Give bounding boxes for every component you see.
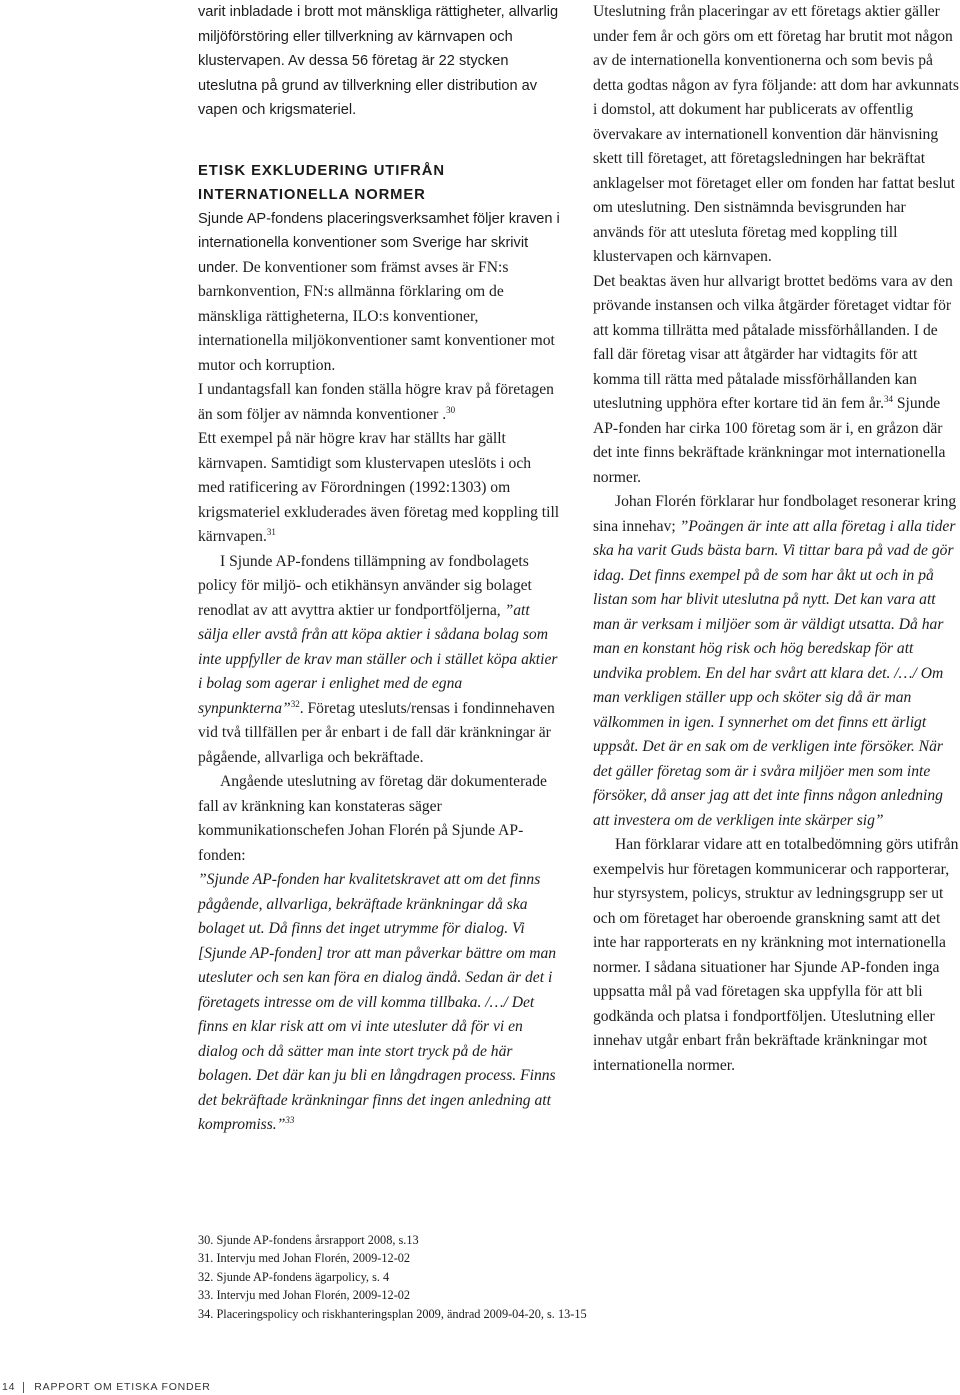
footnote-ref-30: 30	[446, 404, 456, 415]
footnote-ref-34: 34	[883, 394, 893, 404]
interview-quote	[198, 868, 560, 1138]
paragraph-conventions-lead: Sjunde AP-fondens placeringsverksamhet följer kraven i internationella konventioner som Sverige har skrivit under.	[198, 210, 560, 276]
paragraph-policy	[198, 550, 560, 771]
footnote-31: 31. Intervju med Johan Florén, 2009-12-02	[198, 1251, 411, 1266]
footnote-ref-33: 33	[285, 1115, 295, 1125]
paragraph-severity-text-end: Sjunde AP-fonden har cirka 100 företag som är i, en gråzon där det inte finns bekräftade kränkningar mot internationella normer.	[593, 395, 946, 486]
left-column	[198, 0, 560, 1138]
paragraph-nuclear	[198, 427, 560, 550]
policy-quote: ”att sälja eller avstå från att köpa aktier i sådana bolag som inte uppfyller de krav man ställer och i stället köpa aktier i bolag som agerar i enlighet med de egna synpunkterna”	[198, 601, 558, 717]
paragraph-exclusion-duration: Uteslutning från placeringar av ett företags aktier gäller under fem år och görs om ett företag har brutit mot någon av de internationella konventionerna och som bevis på detta godtas någon av fyra följande: att dom har avkunnats i domstol, att dokument har publicerats av offentlig övervakare av internationell konvention där hänvisning skett till företaget, att företagsledningen har bekräftat anklagelser mot företaget eller om fonden har fattat beslut om uteslutning. Den sistnämnda bevisgrunden har används för att utesluta företag med koppling till klustervapen och kärnvapen.	[593, 3, 959, 265]
reasoning-quote: ”Poängen är inte att alla företag i alla tider ska ha varit Guds bästa barn. Vi tittar bara på vad de gör idag. Det finns exempel på de som har åkt ut och in på listan som har blivit uteslutna på nytt. Det kan vara att man är verksam i miljöer som är väldigt utsatta. Då har man en konstant hög risk och hög beredskap för att undvika problem. En del har svårt att klara det. /…/ Om man verkligen ställer upp och sköter sig då är man välkommen in igen. I synnerhet om det finns ett ärligt uppsåt. Det är en sak om de verkligen inte försöker. När det gäller företag som är i svåra miljöer men som inte försöker, då anser jag att det inte finns någon anledning att investera om de verkligen inte skärper sig”	[593, 517, 956, 829]
paragraph-conventions-body: De konventioner som främst avses är FN:s barnkonvention, FN:s allmänna förklaring om de mänskliga rättigheterna, ILO:s konventioner, internationella miljökonventioner samt konventioner mot mutor och korruption.	[198, 258, 555, 374]
page-number: 14	[2, 1381, 16, 1393]
footnotes	[198, 1231, 818, 1323]
paragraph-exclusion: Angående uteslutning av företag där dokumenterade fall av kränkning kan konstateras säger kommunikationschefen Johan Florén på Sjunde AP-fonden:	[198, 773, 547, 864]
paragraph-policy-text: I Sjunde AP-fondens tillämpning av fondbolagets policy för miljö- och etikhänsyn använder sig bolaget renodlat av att avyttra aktier ur fondportföljerna,	[198, 552, 532, 619]
paragraph-policy-text-end: . Företag utesluts/rensas i fondinnehaven vid två tillfällen per år enbart i de fall där kränkningar är pågående, allvarliga och bekräftade.	[198, 699, 555, 766]
paragraph-severity	[593, 270, 960, 491]
footnote-30: 30. Sjunde AP-fondens årsrapport 2008, s.13	[198, 1233, 419, 1247]
interview-quote-text: ”Sjunde AP-fonden har kvalitetskravet att om det finns pågående, allvarliga, bekräftade kränkningar då ska bolaget ut. Då finns det inget utrymme för dialog. Vi [Sjunde AP-fonden] tror att man påverkar bättre om man utesluter och sen kan föra en dialog ändå. Sedan är det i företagets intresse om de vill komma tillbaka. /…/ Det finns en klar risk att om vi inte utesluter då för vi en dialog och då sätter man inte stort tryck på de här bolagen. Det där kan ju bli en långdragen process. Finns det bekräftade kränkningar finns det ingen anledning att kompromiss.”	[198, 871, 557, 1133]
paragraph-exceptions	[198, 378, 560, 427]
footnote-34: 34. Placeringspolicy och riskhanteringsplan 2009, ändrad 2009-04-20, s. 13-15	[198, 1306, 587, 1321]
paragraph-reasoning-text: Johan Florén förklarar hur fondbolaget resonerar kring sina innehav;	[593, 493, 957, 535]
paragraph-exceptions-text: I undantagsfall kan fonden ställa högre krav på företagen än som följer av nämnda konventioner .	[198, 381, 554, 423]
paragraph-reasoning	[593, 490, 960, 833]
paragraph-conventions	[198, 207, 560, 379]
footer-title: RAPPORT OM ETISKA FONDER	[34, 1381, 211, 1393]
footnote-ref-31: 31	[266, 527, 276, 537]
footnote-32: 32. Sjunde AP-fondens ägarpolicy, s. 4	[198, 1269, 390, 1284]
right-column	[593, 0, 960, 1078]
footnote-33: 33. Intervju med Johan Florén, 2009-12-02	[198, 1288, 411, 1303]
paragraph-intro: varit inbladade i brott mot mänskliga rättigheter, allvarlig miljöförstöring eller tillverkning av kärnvapen och klustervapen. Av dessa 56 företag är 22 stycken uteslutna på grund av tillverkning eller distribution av vapen och krigsmateriel.	[198, 4, 559, 118]
section-heading: ETISK EXKLUDERING UTIFRÅN INTERNATIONELLA NORMER	[198, 162, 445, 203]
paragraph-assessment: Han förklarar vidare att en totalbedömning görs utifrån exempelvis hur företagen kommunicerar och rapporterar, hur styrsystem, policys, struktur av ledningsgrupp ser ut och om företaget har oberoende granskning samt att det inte har rapporterats en ny kränkning mot internationella normer. I sådana situationer har Sjunde AP-fonden inga uppsatta mål på vad företagen ska uppfylla för att bli godkända och platsa i fondportföljen. Uteslutning eller innehav utgår enbart från bekräftade kränkningar mot internationella normer.	[593, 836, 959, 1074]
footer-divider	[23, 1382, 24, 1393]
paragraph-severity-text: Det beaktas även hur allvarigt brottet bedöms vara av den prövande instansen och vilka åtgärder företaget vidtar för att komma tillrätta med påtalade missförhållanden. I de fall där företag visar att åtgärder har vidtagits för att komma till rätta med påtalade missförhållanden kan uteslutning upphöra efter kortare tid än fem år.	[593, 272, 953, 412]
paragraph-nuclear-text: Ett exempel på när högre krav har ställts har gällt kärnvapen. Samtidigt som klustervapen uteslöts i och med ratificering av Förordningen (1992:1303) om krigsmateriel exkluderades även företag med koppling till kärnvapen.	[198, 430, 560, 545]
footnote-ref-32: 32	[290, 698, 300, 709]
